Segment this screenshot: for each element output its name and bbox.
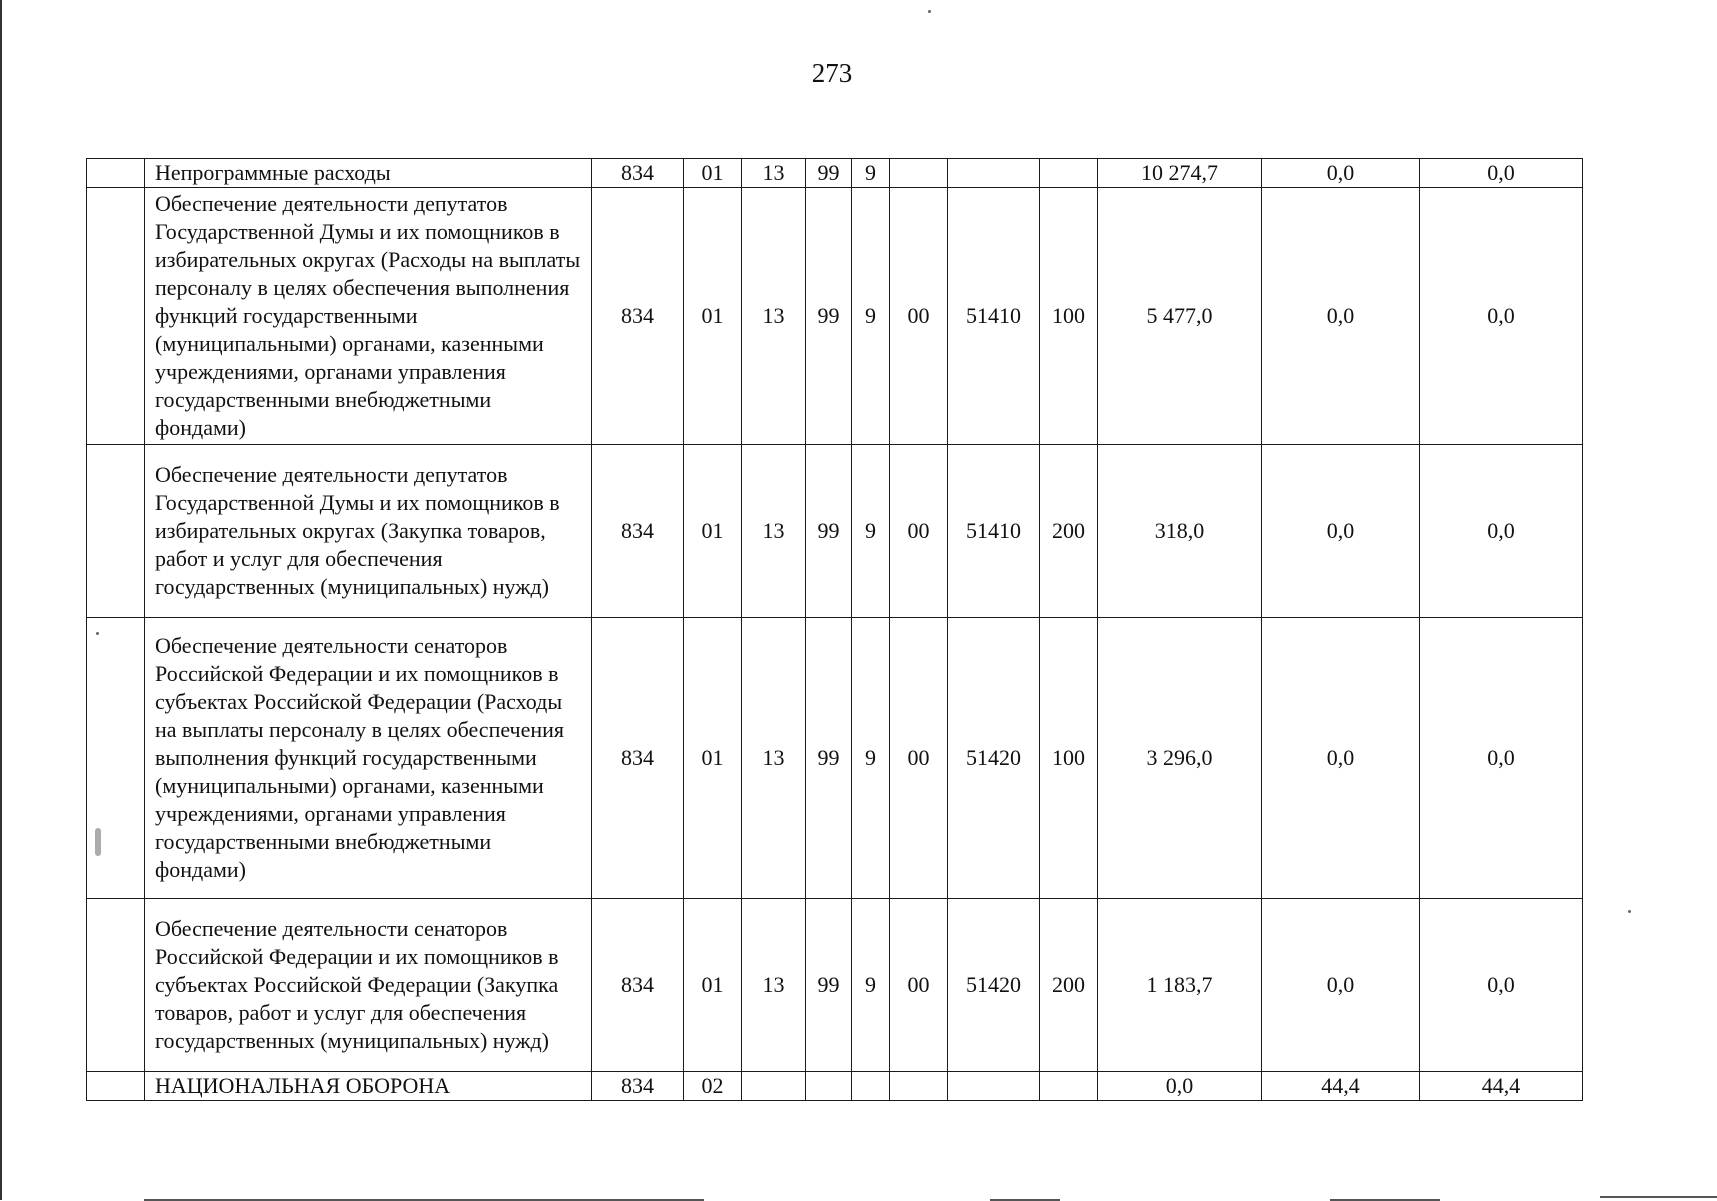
expense-type-cell: 100 [1040, 618, 1098, 899]
ministry-code-cell: 834 [592, 188, 684, 445]
amount-year2-cell: 0,0 [1262, 159, 1420, 188]
subprogram-code-cell: 9 [852, 899, 890, 1072]
ministry-code-cell: 834 [592, 1072, 684, 1101]
main-event-code-cell: 00 [890, 188, 948, 445]
main-event-code-cell: 00 [890, 899, 948, 1072]
scan-speck [928, 10, 931, 13]
program-code-cell: 99 [806, 188, 852, 445]
amount-year3-cell: 0,0 [1420, 188, 1583, 445]
subprogram-code-cell: 9 [852, 188, 890, 445]
amount-year1-cell: 3 296,0 [1098, 618, 1262, 899]
row-name-cell: Непрограммные расходы [145, 159, 592, 188]
row-name-cell: Обеспечение деятельности депутатов Государственной Думы и их помощников в избирательных округах (Расходы на выплаты персоналу в целях обеспечения выполнения функций государственными (муниципальными) органами, казенными учреждениями, органами управления государственными внебюджетными фондами) [145, 188, 592, 445]
expense-direction-cell [948, 1072, 1040, 1101]
row-name-cell: НАЦИОНАЛЬНАЯ ОБОРОНА [145, 1072, 592, 1101]
table-row [87, 445, 1583, 618]
scan-speck [96, 632, 99, 635]
program-code-cell: 99 [806, 618, 852, 899]
subsection-code-cell: 13 [742, 159, 806, 188]
table-body [87, 159, 1583, 1101]
page-number: 273 [811, 58, 853, 88]
ministry-code-cell: 834 [592, 445, 684, 618]
ministry-code-cell: 834 [592, 159, 684, 188]
expense-type-cell: 100 [1040, 188, 1098, 445]
program-code-cell: 99 [806, 445, 852, 618]
section-code-cell: 01 [684, 159, 742, 188]
main-event-code-cell [890, 159, 948, 188]
amount-year2-cell: 44,4 [1262, 1072, 1420, 1101]
row-number-cell [87, 618, 145, 899]
section-code-cell: 01 [684, 188, 742, 445]
main-event-code-cell: 00 [890, 445, 948, 618]
section-code-cell: 02 [684, 1072, 742, 1101]
scan-left-edge [0, 0, 2, 1200]
amount-year2-cell: 0,0 [1262, 445, 1420, 618]
row-number-cell [87, 445, 145, 618]
subsection-code-cell: 13 [742, 618, 806, 899]
amount-year1-cell: 0,0 [1098, 1072, 1262, 1101]
subprogram-code-cell: 9 [852, 159, 890, 188]
amount-year2-cell: 0,0 [1262, 899, 1420, 1072]
subsection-code-cell: 13 [742, 899, 806, 1072]
table-row [87, 1072, 1583, 1101]
section-code-cell: 01 [684, 899, 742, 1072]
amount-year1-cell: 1 183,7 [1098, 899, 1262, 1072]
amount-year3-cell: 0,0 [1420, 445, 1583, 618]
scan-speck [1628, 910, 1631, 913]
ministry-code-cell: 834 [592, 618, 684, 899]
amount-year2-cell: 0,0 [1262, 618, 1420, 899]
subprogram-code-cell: 9 [852, 445, 890, 618]
subsection-code-cell: 13 [742, 188, 806, 445]
subsection-code-cell [742, 1072, 806, 1101]
expense-type-cell: 200 [1040, 445, 1098, 618]
scan-line [1600, 1196, 1717, 1198]
row-number-cell [87, 899, 145, 1072]
amount-year1-cell: 318,0 [1098, 445, 1262, 618]
expense-type-cell [1040, 1072, 1098, 1101]
amount-year2-cell: 0,0 [1262, 188, 1420, 445]
table-row [87, 188, 1583, 445]
expense-direction-cell: 51420 [948, 618, 1040, 899]
table-row [87, 159, 1583, 188]
amount-year3-cell: 0,0 [1420, 899, 1583, 1072]
program-code-cell [806, 1072, 852, 1101]
budget-table [86, 158, 1583, 1101]
expense-direction-cell [948, 159, 1040, 188]
row-name-cell: Обеспечение деятельности сенаторов Российской Федерации и их помощников в субъектах Российской Федерации (Расходы на выплаты персоналу в целях обеспечения выполнения функций государственными (муниципальными) органами, казенными учреждениями, органами управления государственными внебюджетными фондами) [145, 618, 592, 899]
expense-direction-cell: 51410 [948, 445, 1040, 618]
expense-direction-cell: 51420 [948, 899, 1040, 1072]
table-row [87, 618, 1583, 899]
main-event-code-cell: 00 [890, 618, 948, 899]
row-name-cell: Обеспечение деятельности депутатов Государственной Думы и их помощников в избирательных округах (Закупка товаров, работ и услуг для обеспечения государственных (муниципальных) нужд) [145, 445, 592, 618]
expense-direction-cell: 51410 [948, 188, 1040, 445]
expense-type-cell: 200 [1040, 899, 1098, 1072]
amount-year3-cell: 0,0 [1420, 159, 1583, 188]
subprogram-code-cell [852, 1072, 890, 1101]
subprogram-code-cell: 9 [852, 618, 890, 899]
amount-year3-cell: 44,4 [1420, 1072, 1583, 1101]
row-name-cell: Обеспечение деятельности сенаторов Российской Федерации и их помощников в субъектах Российской Федерации (Закупка товаров, работ и услуг для обеспечения государственных (муниципальных) нужд) [145, 899, 592, 1072]
section-code-cell: 01 [684, 445, 742, 618]
row-number-cell [87, 1072, 145, 1101]
expense-type-cell [1040, 159, 1098, 188]
section-code-cell: 01 [684, 618, 742, 899]
amount-year1-cell: 10 274,7 [1098, 159, 1262, 188]
program-code-cell: 99 [806, 899, 852, 1072]
subsection-code-cell: 13 [742, 445, 806, 618]
program-code-cell: 99 [806, 159, 852, 188]
scan-speck [95, 828, 101, 856]
amount-year1-cell: 5 477,0 [1098, 188, 1262, 445]
row-number-cell [87, 159, 145, 188]
table-row [87, 899, 1583, 1072]
amount-year3-cell: 0,0 [1420, 618, 1583, 899]
ministry-code-cell: 834 [592, 899, 684, 1072]
main-event-code-cell [890, 1072, 948, 1101]
row-number-cell [87, 188, 145, 445]
